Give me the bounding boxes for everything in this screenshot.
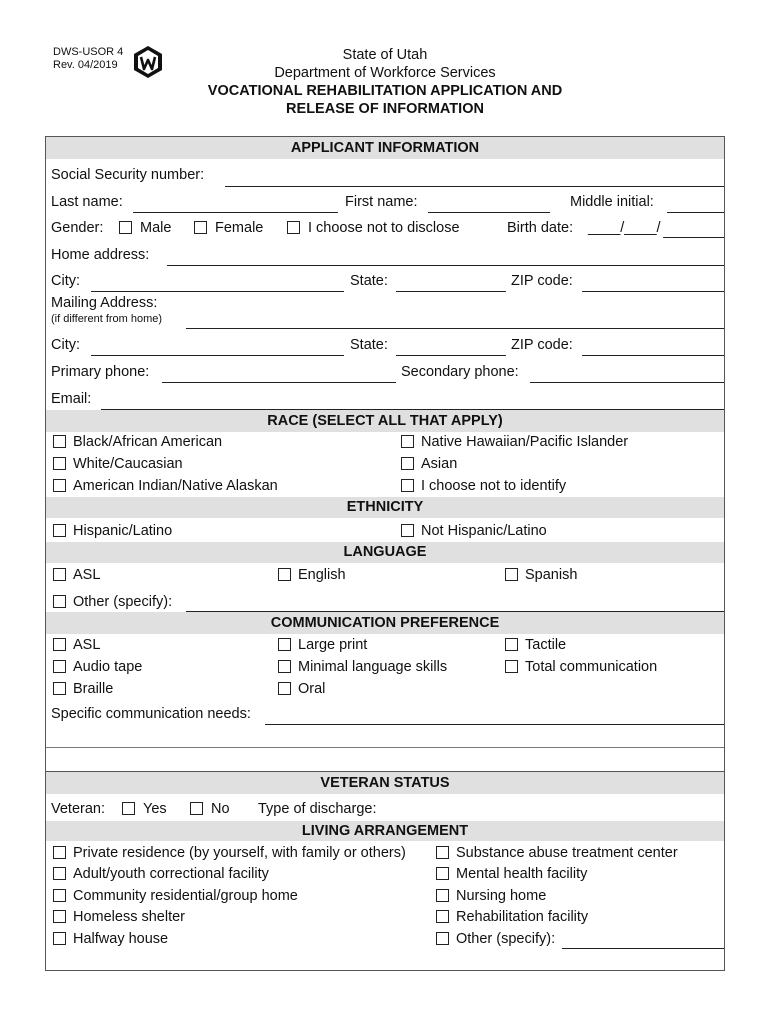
- first-name-field[interactable]: [428, 212, 550, 213]
- veteran-yes-checkbox[interactable]: [122, 802, 135, 815]
- middle-initial-field[interactable]: [667, 212, 724, 213]
- section-ethnicity: ETHNICITY: [46, 497, 724, 518]
- living-mental-health-label: Mental health facility: [456, 866, 588, 882]
- home-address-field[interactable]: [167, 265, 724, 266]
- comm-oral-label: Oral: [298, 681, 326, 697]
- living-other-label: Other (specify):: [456, 931, 556, 947]
- mailing-city-field[interactable]: [91, 355, 344, 356]
- living-substance-abuse-label: Substance abuse treatment center: [456, 845, 678, 861]
- comm-large-print-checkbox[interactable]: [278, 638, 291, 651]
- race-asian-label: Asian: [421, 456, 458, 472]
- secondary-phone-field[interactable]: [530, 382, 724, 383]
- race-pacific-islander-checkbox[interactable]: [401, 435, 414, 448]
- home-state-field[interactable]: [396, 291, 506, 292]
- race-not-identify-label: I choose not to identify: [421, 478, 567, 494]
- header-state: State of Utah: [342, 47, 428, 63]
- discharge-type-label: Type of discharge:: [258, 801, 377, 817]
- form-title: VOCATIONAL REHABILITATION APPLICATION AND: [207, 83, 563, 99]
- birth-date-field[interactable]: ____/____/: [588, 220, 661, 236]
- home-zip-label: ZIP code:: [511, 273, 573, 289]
- comm-tactile-label: Tactile: [525, 637, 567, 653]
- last-name-label: Last name:: [51, 194, 123, 210]
- race-white-checkbox[interactable]: [53, 457, 66, 470]
- comm-audio-tape-label: Audio tape: [73, 659, 143, 675]
- specific-needs-field[interactable]: [265, 724, 724, 725]
- living-correctional-label: Adult/youth correctional facility: [73, 866, 269, 882]
- last-name-field[interactable]: [133, 212, 338, 213]
- language-asl-label: ASL: [73, 567, 101, 583]
- header-department: Department of Workforce Services: [274, 65, 496, 81]
- section-applicant-information: APPLICANT INFORMATION: [46, 137, 724, 159]
- living-group-home-label: Community residential/group home: [73, 888, 298, 904]
- veteran-yes-label: Yes: [143, 801, 167, 817]
- specific-needs-label: Specific communication needs:: [51, 706, 251, 722]
- living-nursing-home-checkbox[interactable]: [436, 889, 449, 902]
- living-group-home-checkbox[interactable]: [53, 889, 66, 902]
- language-spanish-checkbox[interactable]: [505, 568, 518, 581]
- home-city-field[interactable]: [91, 291, 344, 292]
- living-rehabilitation-label: Rehabilitation facility: [456, 909, 589, 925]
- middle-initial-label: Middle initial:: [570, 194, 654, 210]
- primary-phone-field[interactable]: [162, 382, 396, 383]
- gender-undisclosed-label: I choose not to disclose: [308, 220, 460, 236]
- living-private-residence-checkbox[interactable]: [53, 846, 66, 859]
- ethnicity-not-hispanic-label: Not Hispanic/Latino: [421, 523, 547, 539]
- birth-year-field[interactable]: [663, 237, 724, 238]
- section-living-arrangement: LIVING ARRANGEMENT: [46, 821, 724, 841]
- home-state-label: State:: [350, 273, 388, 289]
- language-spanish-label: Spanish: [525, 567, 578, 583]
- gender-label: Gender:: [51, 220, 104, 236]
- mailing-state-field[interactable]: [396, 355, 506, 356]
- mailing-address-field[interactable]: [186, 328, 724, 329]
- living-homeless-shelter-checkbox[interactable]: [53, 910, 66, 923]
- race-black-label: Black/African American: [73, 434, 223, 450]
- comm-audio-tape-checkbox[interactable]: [53, 660, 66, 673]
- email-label: Email:: [51, 391, 92, 407]
- comm-large-print-label: Large print: [298, 637, 368, 653]
- home-zip-field[interactable]: [582, 291, 724, 292]
- comm-asl-label: ASL: [73, 637, 101, 653]
- ethnicity-hispanic-label: Hispanic/Latino: [73, 523, 173, 539]
- comm-oral-checkbox[interactable]: [278, 682, 291, 695]
- race-pacific-islander-label: Native Hawaiian/Pacific Islander: [421, 434, 629, 450]
- gender-male-label: Male: [140, 220, 172, 236]
- ethnicity-hispanic-checkbox[interactable]: [53, 524, 66, 537]
- comm-braille-checkbox[interactable]: [53, 682, 66, 695]
- living-other-field[interactable]: [562, 948, 724, 949]
- ethnicity-not-hispanic-checkbox[interactable]: [401, 524, 414, 537]
- living-nursing-home-label: Nursing home: [456, 888, 547, 904]
- race-asian-checkbox[interactable]: [401, 457, 414, 470]
- primary-phone-label: Primary phone:: [51, 364, 150, 380]
- race-american-indian-checkbox[interactable]: [53, 479, 66, 492]
- gender-undisclosed-checkbox[interactable]: [287, 221, 300, 234]
- mailing-address-note: (if different from home): [51, 313, 163, 325]
- birth-date-label: Birth date:: [507, 220, 574, 236]
- comm-asl-checkbox[interactable]: [53, 638, 66, 651]
- mailing-address-label: Mailing Address:: [51, 295, 158, 311]
- first-name-label: First name:: [345, 194, 418, 210]
- comm-total-communication-checkbox[interactable]: [505, 660, 518, 673]
- race-white-label: White/Caucasian: [73, 456, 183, 472]
- veteran-label: Veteran:: [51, 801, 106, 817]
- gender-female-checkbox[interactable]: [194, 221, 207, 234]
- comm-tactile-checkbox[interactable]: [505, 638, 518, 651]
- gender-female-label: Female: [215, 220, 264, 236]
- race-american-indian-label: American Indian/Native Alaskan: [73, 478, 278, 494]
- section-veteran-status: VETERAN STATUS: [46, 772, 724, 794]
- veteran-no-checkbox[interactable]: [190, 802, 203, 815]
- mailing-zip-label: ZIP code:: [511, 337, 573, 353]
- comm-total-communication-label: Total communication: [525, 659, 658, 675]
- race-black-checkbox[interactable]: [53, 435, 66, 448]
- ssn-label: Social Security number:: [51, 167, 205, 183]
- living-other-checkbox[interactable]: [436, 932, 449, 945]
- living-mental-health-checkbox[interactable]: [436, 867, 449, 880]
- secondary-phone-label: Secondary phone:: [401, 364, 519, 380]
- language-other-label: Other (specify):: [73, 594, 173, 610]
- home-address-label: Home address:: [51, 247, 150, 263]
- mailing-state-label: State:: [350, 337, 388, 353]
- comm-braille-label: Braille: [73, 681, 114, 697]
- living-substance-abuse-checkbox[interactable]: [436, 846, 449, 859]
- language-english-label: English: [298, 567, 346, 583]
- comm-minimal-language-checkbox[interactable]: [278, 660, 291, 673]
- living-private-residence-label: Private residence (by yourself, with family or others): [73, 845, 406, 861]
- living-correctional-checkbox[interactable]: [53, 867, 66, 880]
- living-halfway-house-label: Halfway house: [73, 931, 169, 947]
- section-communication-preference: COMMUNICATION PREFERENCE: [46, 612, 724, 634]
- mailing-city-label: City:: [51, 337, 80, 353]
- living-rehabilitation-checkbox[interactable]: [436, 910, 449, 923]
- race-not-identify-checkbox[interactable]: [401, 479, 414, 492]
- comm-minimal-language-label: Minimal language skills: [298, 659, 448, 675]
- mailing-zip-field[interactable]: [582, 355, 724, 356]
- living-halfway-house-checkbox[interactable]: [53, 932, 66, 945]
- form-subtitle: RELEASE OF INFORMATION: [286, 101, 484, 117]
- gender-male-checkbox[interactable]: [119, 221, 132, 234]
- section-race: RACE (SELECT ALL THAT APPLY): [46, 410, 724, 432]
- language-asl-checkbox[interactable]: [53, 568, 66, 581]
- home-city-label: City:: [51, 273, 80, 289]
- form-revision: Rev. 04/2019: [53, 59, 118, 71]
- ssn-field[interactable]: [225, 186, 724, 187]
- language-english-checkbox[interactable]: [278, 568, 291, 581]
- section-language: LANGUAGE: [46, 542, 724, 563]
- living-homeless-shelter-label: Homeless shelter: [73, 909, 186, 925]
- specific-needs-field-line2[interactable]: [46, 747, 724, 748]
- form-id: DWS-USOR 4: [53, 46, 124, 58]
- language-other-checkbox[interactable]: [53, 595, 66, 608]
- veteran-no-label: No: [211, 801, 230, 817]
